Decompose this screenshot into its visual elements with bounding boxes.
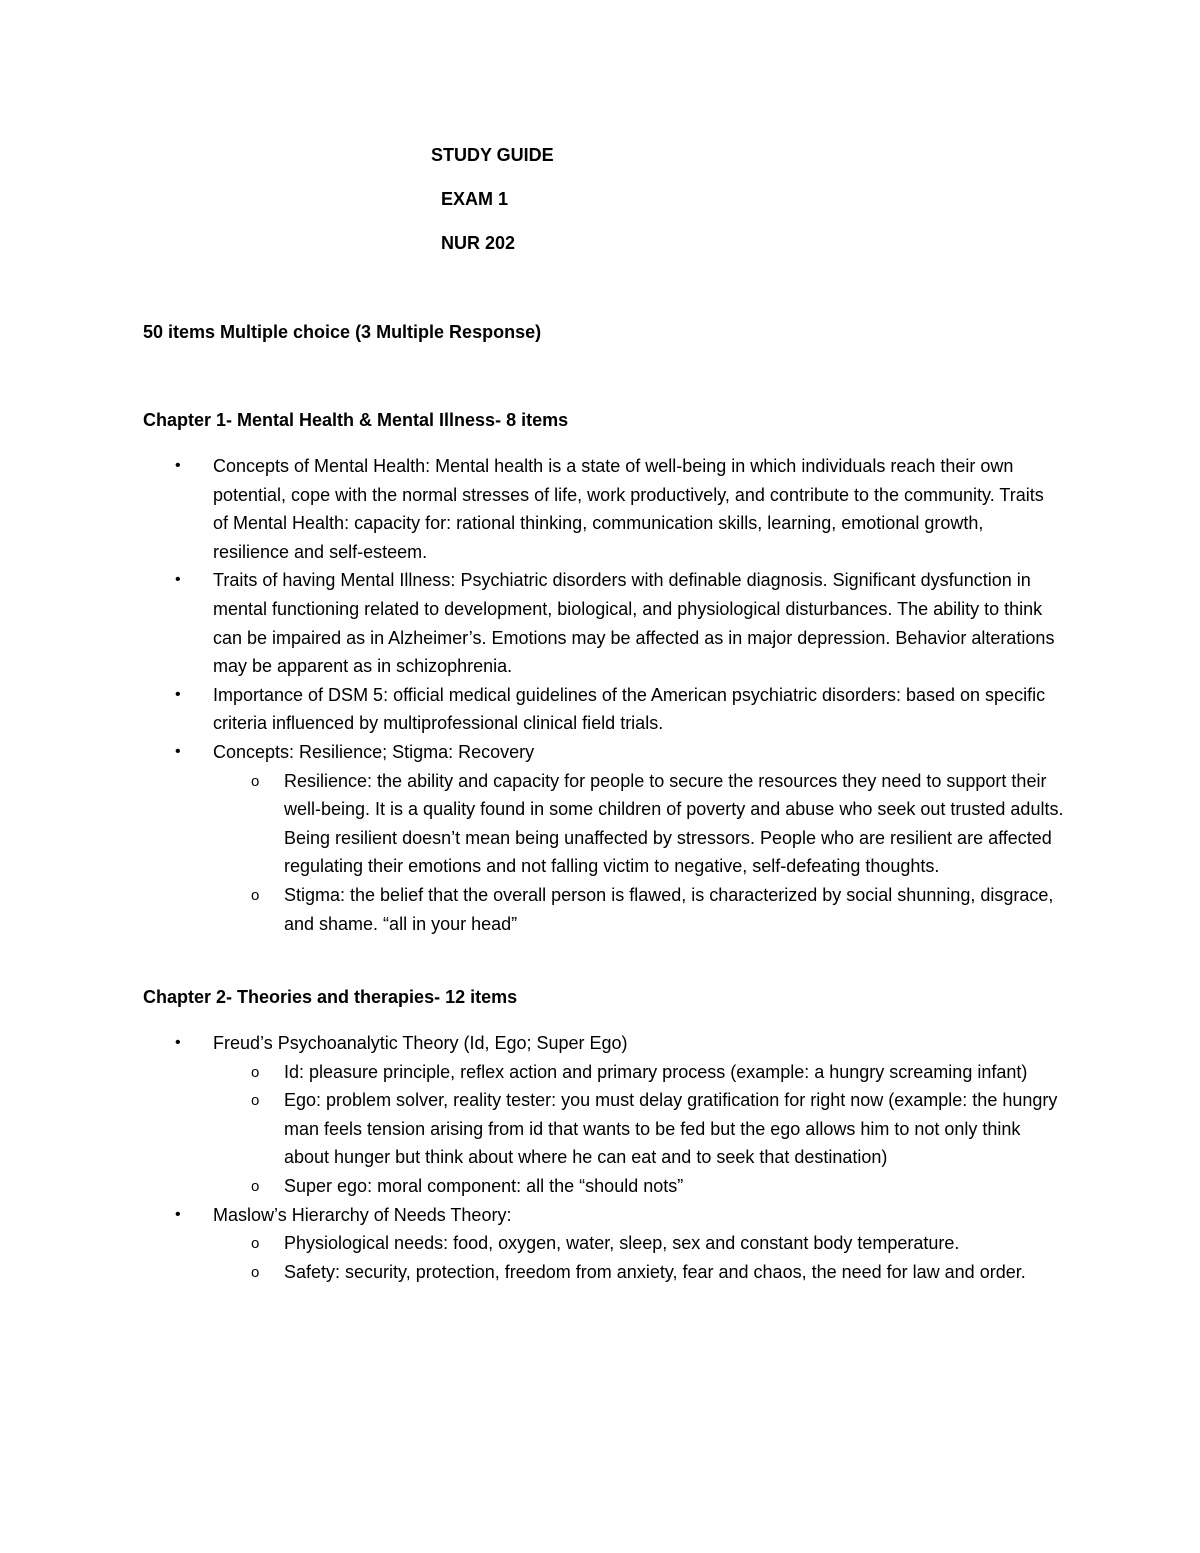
bullet-icon: • (175, 1205, 181, 1223)
sub-list-item-text: Resilience: the ability and capacity for people to secure the resources they need to support their well-being. It is a quality found in some children of poverty and abuse who seek out trusted adults. Being resilient doesn’t mean being unaffected by stressors. People who are resilient are affected regulating their emotions and not falling victim to negative, self-defeating thoughts. (284, 770, 1064, 877)
sub-list-item-text: Ego: problem solver, reality tester: you must delay gratification for right now (example: the hungry man feels tension arising from id that wants to be fed but the ego allows him to not only think about hunger but think about where he can eat and to seek that destination) (284, 1090, 1058, 1168)
sub-bullet-icon: o (251, 886, 260, 904)
sub-bullet-icon: o (251, 1063, 260, 1081)
list-item (0, 681, 1063, 738)
chapter-2-heading: Chapter 2- Theories and therapies- 12 items (143, 987, 518, 1007)
list-item-text: Importance of DSM 5: official medical guidelines of the American psychiatric disorders: based on specific criteria influenced by multiprofessional clinical field trials. (213, 684, 1046, 734)
sub-bullet-icon: o (251, 1235, 260, 1253)
sub-bullet-icon: o (251, 1092, 260, 1110)
bullet-icon: • (175, 742, 181, 760)
sub-bullet-icon: o (251, 1177, 260, 1195)
chapter-1-list (0, 452, 1064, 938)
bullet-icon: • (175, 571, 181, 589)
list-item (0, 738, 1063, 767)
sub-list-item (0, 767, 1064, 881)
exam-summary: 50 items Multiple choice (3 Multiple Response) (143, 322, 542, 342)
list-item-text: Maslow’s Hierarchy of Needs Theory: (213, 1204, 512, 1225)
chapter-1-heading: Chapter 1- Mental Health & Mental Illness- 8 items (143, 410, 569, 430)
list-item-text: Traits of having Mental Illness: Psychiatric disorders with definable diagnosis. Significant dysfunction in mental functioning related to development, biological, and physiological disturbances. The ability to think can be impaired as in Alzheimer’s. Emotions may be affected as in major depression. Behavior alterations may be apparent as in schizophrenia. (213, 570, 1055, 677)
sub-list-item (0, 1229, 1064, 1258)
course-code: NUR 202 (441, 233, 516, 253)
sub-bullet-icon: o (251, 1263, 260, 1281)
exam-label: EXAM 1 (441, 189, 509, 209)
sub-list-item (0, 1172, 1064, 1201)
list-item-text: Concepts of Mental Health: Mental health is a state of well-being in which individuals reach their own potential, cope with the normal stresses of life, work productively, and contribute to the community. Traits of Mental Health: capacity for: rational thinking, communication skills, learning, emotional growth, resilience and self-esteem. (213, 456, 1044, 562)
bullet-icon: • (175, 457, 181, 474)
chapter-2-list (0, 1029, 1064, 1286)
list-item (0, 452, 1063, 566)
sub-list-item-text: Physiological needs: food, oxygen, water, sleep, sex and constant body temperature. (284, 1233, 960, 1254)
sub-list-item (0, 1086, 1064, 1172)
sub-bullet-icon: o (251, 772, 260, 790)
document-title: STUDY GUIDE (431, 145, 554, 165)
list-item-text: Freud’s Psychoanalytic Theory (Id, Ego; Super Ego) (213, 1033, 628, 1053)
sub-list-item-text: Super ego: moral component: all the “should nots” (284, 1175, 684, 1196)
list-item (0, 1201, 1063, 1230)
sub-list-item-text: Safety: security, protection, freedom from anxiety, fear and chaos, the need for law and order. (284, 1261, 1026, 1282)
list-item-text: Concepts: Resilience; Stigma: Recovery (213, 741, 535, 762)
sub-list-item (0, 1058, 1064, 1087)
bullet-icon: • (175, 685, 181, 703)
list-item (0, 566, 1063, 680)
bullet-icon: • (175, 1034, 181, 1051)
sub-list-item (0, 1258, 1064, 1287)
sub-list-item-text: Stigma: the belief that the overall person is flawed, is characterized by social shunning, disgrace, and shame. “all in your head” (284, 884, 1054, 934)
sub-list-item-text: Id: pleasure principle, reflex action and primary process (example: a hungry screaming infant) (284, 1061, 1028, 1082)
sub-list-item (0, 881, 1064, 938)
list-item (0, 1029, 1063, 1058)
